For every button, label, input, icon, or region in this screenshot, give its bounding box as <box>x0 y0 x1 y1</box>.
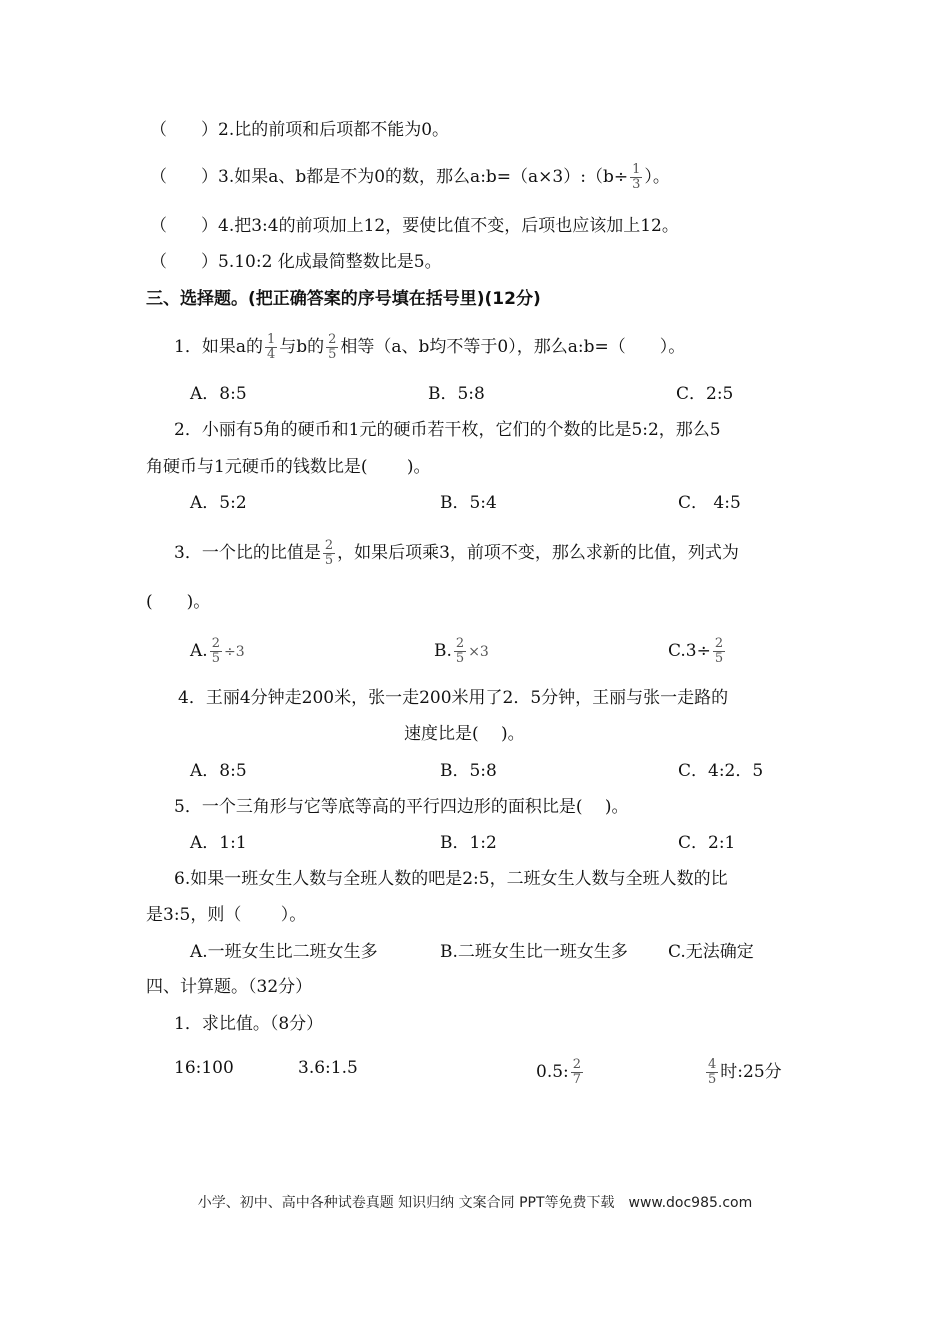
section4-title: 四、计算题。（32分） <box>146 977 313 997</box>
fraction: $\frac{2}{5}$ <box>324 538 334 568</box>
calc-expr-4: $\frac{4}{5}$ 时:25分 <box>708 1057 782 1087</box>
choice-q5-line1: 5．一个三角形与它等底等高的平行四边形的面积比是( )。 <box>174 797 629 817</box>
fraction: $\frac{2}{7}$ <box>572 1057 582 1087</box>
choice-q3-line2: ( )。 <box>146 592 211 612</box>
option-c: C.3÷ $\frac{2}{5}$ <box>668 636 724 666</box>
choice-q4-line2: 速度比是( )。 <box>404 724 525 744</box>
choice-q3-line1: 3．一个比的比值是 $\frac{2}{5}$ ，如果后项乘3，前项不变，那么求新的比值，列式为 <box>174 538 739 568</box>
fraction: $\frac{2}{5}$ <box>328 332 337 362</box>
option-b: B．5:4 <box>440 493 497 513</box>
fraction: $\frac{1}{3}$ <box>632 162 641 192</box>
option-b: B．1:2 <box>440 833 497 853</box>
choice-q2-line1: 2．小丽有5角的硬币和1元的硬币若干枚，它们的个数的比是5:2，那么5 <box>174 420 721 440</box>
fraction: $\frac{1}{4}$ <box>266 332 276 362</box>
judge-q2: （ ）2.比的前项和后项都不能为0。 <box>150 120 450 140</box>
calc-expr-2: 3.6:1.5 <box>298 1058 358 1078</box>
option-b: B．5:8 <box>440 761 497 781</box>
judge-q5: （ ）5.10:2 化成最简整数比是5。 <box>150 252 442 272</box>
calc-expr-1: 16:100 <box>174 1058 234 1078</box>
judge-q4: （ ）4.把3:4的前项加上12，要使比值不变，后项也应该加上12。 <box>150 216 679 236</box>
calc-expr-3: 0.5: $\frac{2}{7}$ <box>536 1057 582 1087</box>
option-c: C． 4:5 <box>678 493 741 513</box>
option-c: C．2:5 <box>676 384 734 404</box>
fraction: $\frac{2}{5}$ <box>455 636 465 666</box>
option-b: B．5:8 <box>428 384 485 404</box>
option-a: A．1:1 <box>190 833 247 853</box>
footer-watermark: 小学、初中、高中各种试卷真题 知识归纳 文案合同 PPT等免费下载 www.doc985.com <box>197 1195 753 1211</box>
choice-q4-line1: 4．王丽4分钟走200米，张一走200米用了2．5分钟，王丽与张一走路的 <box>178 688 729 708</box>
choice-q6-line1: 6.如果一班女生人数与全班人数的吧是2:5，二班女生人数与全班人数的比 <box>174 869 728 889</box>
section4-sub1: 1．求比值。（8分） <box>174 1014 324 1034</box>
fraction: $\frac{2}{5}$ <box>211 636 220 666</box>
option-b: B. $\frac{2}{5}$ ×3 <box>434 636 489 666</box>
option-a: A．8:5 <box>190 384 247 404</box>
fraction: $\frac{2}{5}$ <box>714 636 724 666</box>
choice-q6-line2: 是3:5，则（ ）。 <box>146 905 307 925</box>
option-c: C．2:1 <box>678 833 736 853</box>
option-a: A. $\frac{2}{5}$ ÷3 <box>190 636 245 666</box>
judge-q3: （ ）3.如果a、b都是不为0的数，那么a:b=（a×3）:（b÷ $\frac{1}{3}$ ）。 <box>150 162 670 192</box>
option-c: C.无法确定 <box>668 942 754 962</box>
section3-title: 三、选择题。(把正确答案的序号填在括号里)(12分) <box>146 289 541 309</box>
option-a: A．5:2 <box>190 493 247 513</box>
choice-q2-line2: 角硬币与1元硬币的钱数比是( )。 <box>146 457 431 477</box>
option-c: C．4:2．5 <box>678 761 764 781</box>
option-b: B.二班女生比一班女生多 <box>440 942 628 962</box>
fraction: $\frac{4}{5}$ <box>708 1057 717 1087</box>
choice-q1: 1．如果a的 $\frac{1}{4}$ 与b的 $\frac{2}{5}$ 相等（a、b均不等于0），那么a:b=（ ）。 <box>174 332 686 362</box>
option-a: A．8:5 <box>190 761 247 781</box>
option-a: A.一班女生比二班女生多 <box>190 942 378 962</box>
